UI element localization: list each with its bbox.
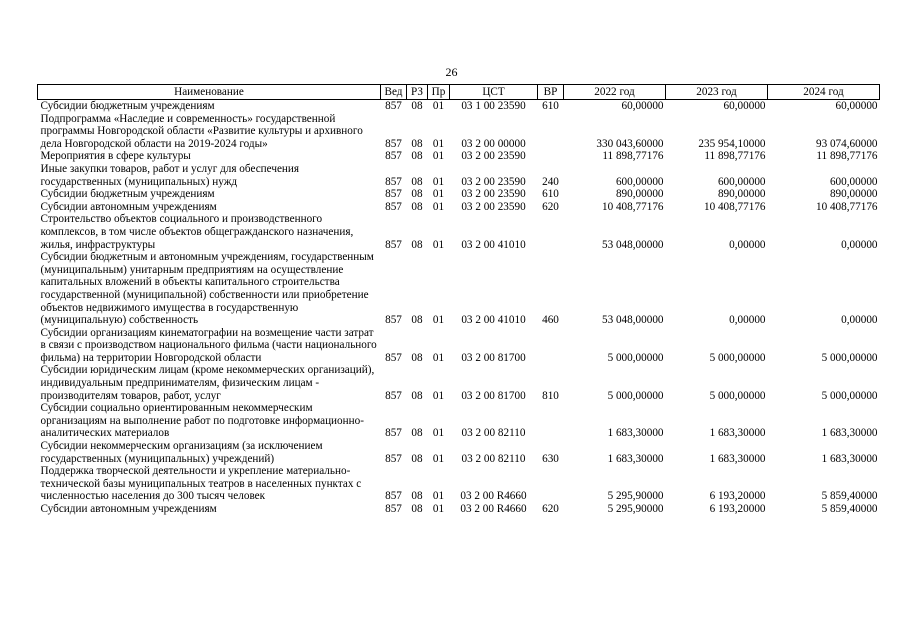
header-cst: ЦСТ — [450, 85, 538, 100]
table-row — [38, 163, 880, 188]
cell-rz: 08 — [411, 389, 423, 402]
table-row — [38, 402, 880, 440]
cell-2023: 1 683,30000 — [709, 452, 766, 465]
cell-vr: 620 — [542, 200, 559, 213]
cell-pr: 01 — [432, 503, 445, 515]
header-row — [38, 85, 880, 100]
cell-rz: 08 — [411, 175, 423, 188]
cell-cst: 03 2 00 23590 — [461, 200, 526, 213]
cell-2022: 10 408,77176 — [601, 200, 664, 213]
cell-ved: 857 — [385, 427, 402, 440]
cell-cst: 03 2 00 81700 — [461, 351, 526, 364]
cell-rz: 08 — [411, 238, 423, 251]
cell-2023: 5 000,00000 — [709, 389, 766, 402]
cell-name: Субсидии автономным учреждениям — [40, 503, 217, 515]
cell-vr: 610 — [542, 188, 559, 201]
cell-rz: 08 — [411, 314, 423, 327]
cell-rz: 08 — [411, 490, 423, 503]
cell-2022: 1 683,30000 — [607, 427, 664, 440]
cell-ved: 857 — [385, 150, 402, 163]
cell-ved: 857 — [385, 490, 402, 503]
budget-table — [37, 84, 880, 516]
table-row — [38, 150, 880, 163]
cell-2023: 11 898,77176 — [704, 150, 766, 163]
table-row — [38, 188, 880, 201]
cell-name: Субсидии юридическим лицам (кроме некоммерческих организаций), индивидуальным предпринимателям, физическим лицам - производителям товаров, работ, услуг — [40, 364, 375, 402]
cell-ved: 857 — [385, 238, 402, 251]
cell-2023: 0,00000 — [729, 314, 766, 327]
cell-2024: 93 074,60000 — [815, 137, 878, 150]
cell-2024: 1 683,30000 — [821, 452, 878, 465]
cell-2023: 0,00000 — [729, 238, 766, 251]
cell-2022: 330 043,60000 — [596, 137, 664, 150]
cell-pr: 01 — [432, 200, 445, 213]
cell-ved: 857 — [385, 175, 402, 188]
cell-name: Субсидии бюджетным и автономным учреждениям, государственным (муниципальным) унитарным предприятиям на осуществление капитальных вложений в объекты капитального строительства государственной (муниципальной) собственности или приобретение объектов недвижимого имущества в государственную (муниципальную) собственность — [40, 251, 374, 327]
cell-ved: 857 — [385, 503, 402, 515]
cell-2022: 60,00000 — [621, 100, 664, 112]
cell-vr: 630 — [542, 452, 559, 465]
cell-2023: 10 408,77176 — [703, 200, 766, 213]
cell-vr: 620 — [542, 503, 559, 515]
cell-pr: 01 — [432, 100, 445, 112]
cell-2024: 60,00000 — [835, 100, 878, 112]
cell-2023: 600,00000 — [717, 175, 766, 188]
cell-vr — [538, 150, 564, 163]
cell-2022: 5 295,90000 — [607, 503, 664, 515]
cell-ved: 857 — [385, 200, 402, 213]
cell-pr: 01 — [432, 238, 445, 251]
cell-name: Мероприятия в сфере культуры — [40, 150, 191, 163]
cell-rz: 08 — [411, 200, 423, 213]
table-row — [38, 100, 880, 113]
cell-vr: 460 — [542, 314, 559, 327]
cell-pr: 01 — [432, 427, 445, 440]
cell-vr — [538, 402, 564, 440]
cell-pr: 01 — [432, 150, 445, 163]
cell-rz: 08 — [411, 452, 423, 465]
cell-2022: 53 048,00000 — [601, 238, 664, 251]
cell-2023: 6 193,20000 — [709, 503, 766, 515]
header-ved: Вед — [381, 85, 407, 100]
cell-name: Субсидии автономным учреждениям — [40, 200, 217, 213]
cell-pr: 01 — [432, 490, 445, 503]
cell-rz: 08 — [411, 100, 423, 112]
header-vr: ВР — [538, 85, 564, 100]
cell-ved: 857 — [385, 188, 402, 201]
cell-rz: 08 — [411, 351, 423, 364]
cell-2022: 11 898,77176 — [602, 150, 664, 163]
cell-rz: 08 — [411, 188, 423, 201]
cell-cst: 03 2 00 82110 — [461, 427, 526, 440]
cell-2024: 600,00000 — [829, 175, 878, 188]
cell-name: Субсидии социально ориентированным некоммерческим организациям на выполнение работ по подготовке информационно-аналитических материалов — [40, 402, 364, 440]
cell-pr: 01 — [432, 175, 445, 188]
header-pr: Пр — [428, 85, 450, 100]
cell-pr: 01 — [432, 188, 445, 201]
cell-pr: 01 — [432, 314, 445, 327]
cell-cst: 03 2 00 23590 — [461, 150, 526, 163]
cell-2023: 235 954,10000 — [698, 137, 766, 150]
cell-name: Поддержка творческой деятельности и укрепление материально-технической базы муниципальных театров в населенных пунктах с численностью населения до 300 тысяч человек — [40, 465, 362, 503]
cell-2023: 6 193,20000 — [709, 490, 766, 503]
cell-pr: 01 — [432, 351, 445, 364]
cell-2023: 1 683,30000 — [709, 427, 766, 440]
cell-rz: 08 — [411, 503, 423, 515]
cell-vr: 810 — [542, 389, 559, 402]
page-number: 26 — [445, 65, 458, 79]
cell-2023: 890,00000 — [717, 188, 766, 201]
cell-cst: 03 2 00 R4660 — [460, 490, 527, 503]
cell-ved: 857 — [385, 314, 402, 327]
table-row — [38, 201, 880, 214]
cell-pr: 01 — [432, 452, 445, 465]
cell-vr — [538, 327, 564, 365]
cell-2024: 10 408,77176 — [815, 200, 878, 213]
cell-name: Субсидии организациям кинематографии на возмещение части затрат в связи с производством национального фильма (части национального фильма) на территории Новгородской области — [40, 326, 377, 364]
cell-cst: 03 2 00 81700 — [461, 389, 526, 402]
cell-cst: 03 1 00 23590 — [461, 100, 526, 112]
header-rz: РЗ — [407, 85, 428, 100]
cell-cst: 03 2 00 23590 — [461, 175, 526, 188]
cell-cst: 03 2 00 41010 — [461, 314, 526, 327]
cell-2022: 53 048,00000 — [601, 314, 664, 327]
cell-vr — [538, 465, 564, 503]
header-2024: 2024 год — [768, 85, 880, 100]
cell-2022: 5 295,90000 — [607, 490, 664, 503]
cell-name: Субсидии бюджетным учреждениям — [40, 188, 215, 201]
cell-2024: 1 683,30000 — [821, 427, 878, 440]
table-row — [38, 465, 880, 503]
cell-2024: 5 000,00000 — [821, 351, 878, 364]
cell-2024: 0,00000 — [841, 238, 878, 251]
cell-name: Субсидии бюджетным учреждениям — [40, 100, 215, 112]
table-row — [38, 440, 880, 465]
table-row — [38, 364, 880, 402]
cell-name: Подпрограмма «Наследие и современность» государственной программы Новгородской области «Развитие культуры и архивного дела Новгородской области на 2019-2024 годы» — [40, 112, 363, 150]
cell-vr: 240 — [542, 175, 559, 188]
header-2022: 2022 год — [564, 85, 666, 100]
header-2023: 2023 год — [666, 85, 768, 100]
table-body — [38, 100, 880, 516]
cell-rz: 08 — [411, 150, 423, 163]
cell-ved: 857 — [385, 389, 402, 402]
cell-2023: 60,00000 — [723, 100, 766, 112]
cell-name: Иные закупки товаров, работ и услуг для обеспечения государственных (муниципальных) нужд — [40, 162, 300, 188]
table-row — [38, 503, 880, 516]
cell-2022: 5 000,00000 — [607, 351, 664, 364]
header-name: Наименование — [38, 85, 381, 100]
table-row — [38, 251, 880, 327]
cell-name: Субсидии некоммерческим организациям (за исключением государственных (муниципальных) учреждений) — [40, 440, 323, 465]
cell-vr — [538, 213, 564, 251]
cell-rz: 08 — [411, 427, 423, 440]
table-row — [38, 327, 880, 365]
cell-pr: 01 — [432, 137, 445, 150]
cell-rz: 08 — [411, 137, 423, 150]
cell-ved: 857 — [385, 452, 402, 465]
table-row — [38, 113, 880, 151]
cell-2024: 5 000,00000 — [821, 389, 878, 402]
cell-vr: 610 — [542, 100, 559, 112]
cell-cst: 03 2 00 82110 — [461, 452, 526, 465]
cell-2022: 5 000,00000 — [607, 389, 664, 402]
cell-cst: 03 2 00 00000 — [461, 137, 526, 150]
cell-2024: 5 859,40000 — [821, 503, 878, 515]
cell-cst: 03 2 00 41010 — [461, 238, 526, 251]
cell-2024: 5 859,40000 — [821, 490, 878, 503]
cell-ved: 857 — [385, 351, 402, 364]
cell-2024: 890,00000 — [829, 188, 878, 201]
cell-name: Строительство объектов социального и производственного комплексов, в том числе объектов общегражданского назначения, жилья, инфраструктуры — [40, 213, 354, 251]
cell-ved: 857 — [385, 100, 402, 112]
table-row — [38, 213, 880, 251]
cell-pr: 01 — [432, 389, 445, 402]
cell-2022: 600,00000 — [615, 175, 664, 188]
cell-cst: 03 2 00 23590 — [461, 188, 526, 201]
cell-vr — [538, 113, 564, 151]
cell-2024: 11 898,77176 — [816, 150, 878, 163]
cell-2023: 5 000,00000 — [709, 351, 766, 364]
cell-cst: 03 2 00 R4660 — [460, 503, 527, 515]
cell-2024: 0,00000 — [841, 314, 878, 327]
cell-2022: 890,00000 — [615, 188, 664, 201]
cell-ved: 857 — [385, 137, 402, 150]
cell-2022: 1 683,30000 — [607, 452, 664, 465]
